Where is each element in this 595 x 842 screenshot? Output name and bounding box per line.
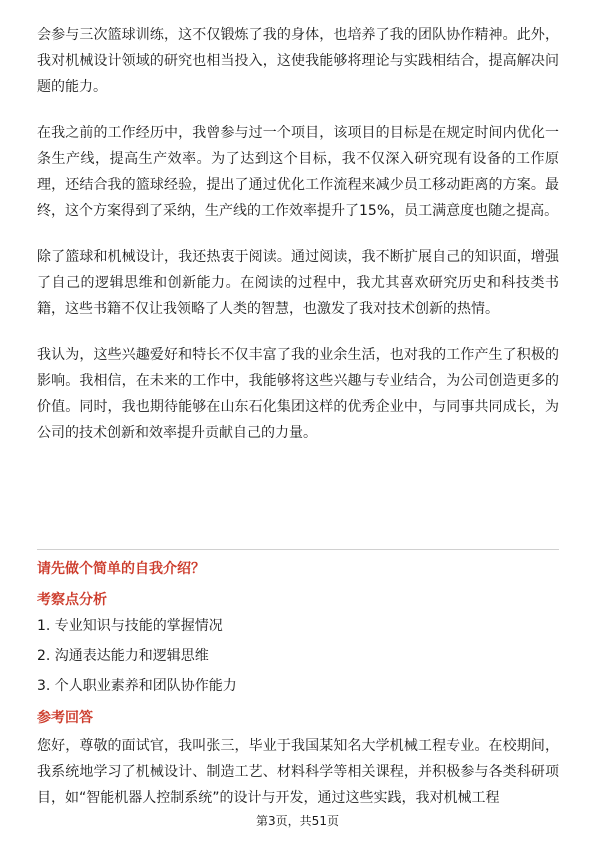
section-divider [37, 549, 559, 550]
paragraph-3: 除了篮球和机械设计，我还热衷于阅读。通过阅读，我不断扩展自己的知识面，增强了自己的逻辑思维和创新能力。在阅读的过程中，我尤其喜欢研究历史和科技类书籍，这些书籍不仅让我领略了人类的智慧，也激发了我对技术创新的热情。 [37, 249, 559, 317]
body-text [37, 22, 559, 446]
analysis-item-2: 2. 沟通表达能力和逻辑思维 [37, 648, 209, 664]
paragraph-4: 我认为，这些兴趣爱好和特长不仅丰富了我的业余生活，也对我的工作产生了积极的影响。我相信，在未来的工作中，我能够将这些兴趣与专业结合，为公司创造更多的价值。同时，我也期待能够在山东石化集团这样的优秀企业中，与同事共同成长，为公司的技术创新和效率提升贡献自己的力量。 [37, 347, 559, 441]
page-number: 第3页，共51页 [256, 814, 339, 828]
analysis-item-1: 1. 专业知识与技能的掌握情况 [37, 618, 223, 634]
reference-title: 参考回答 [37, 710, 93, 726]
question-heading: 请先做个简单的自我介绍？ [37, 561, 205, 577]
paragraph-1: 会参与三次篮球训练，这不仅锻炼了我的身体，也培养了我的团队协作精神。此外，我对机械设计领域的研究也相当投入，这使我能够将理论与实践相结合，提高解决问题的能力。 [37, 27, 559, 95]
reference-answer: 您好，尊敬的面试官，我叫张三，毕业于我国某知名大学机械工程专业。在校期间，我系统地学习了机械设计、制造工艺、材料科学等相关课程，并积极参与各类科研项目，如“智能机器人控制系统”的设计与开发，通过这些实践，我对机械工程 [37, 738, 559, 806]
paragraph-2: 在我之前的工作经历中，我曾参与过一个项目，该项目的目标是在规定时间内优化一条生产线，提高生产效率。为了达到这个目标，我不仅深入研究现有设备的工作原理，还结合我的篮球经验，提出了通过优化工作流程来减少员工移动距离的方案。最终，这个方案得到了采纳，生产线的工作效率提升了15%，员工满意度也随之提高。 [37, 125, 559, 219]
analysis-title: 考察点分析 [37, 592, 107, 608]
analysis-item-3: 3. 个人职业素养和团队协作能力 [37, 678, 237, 694]
